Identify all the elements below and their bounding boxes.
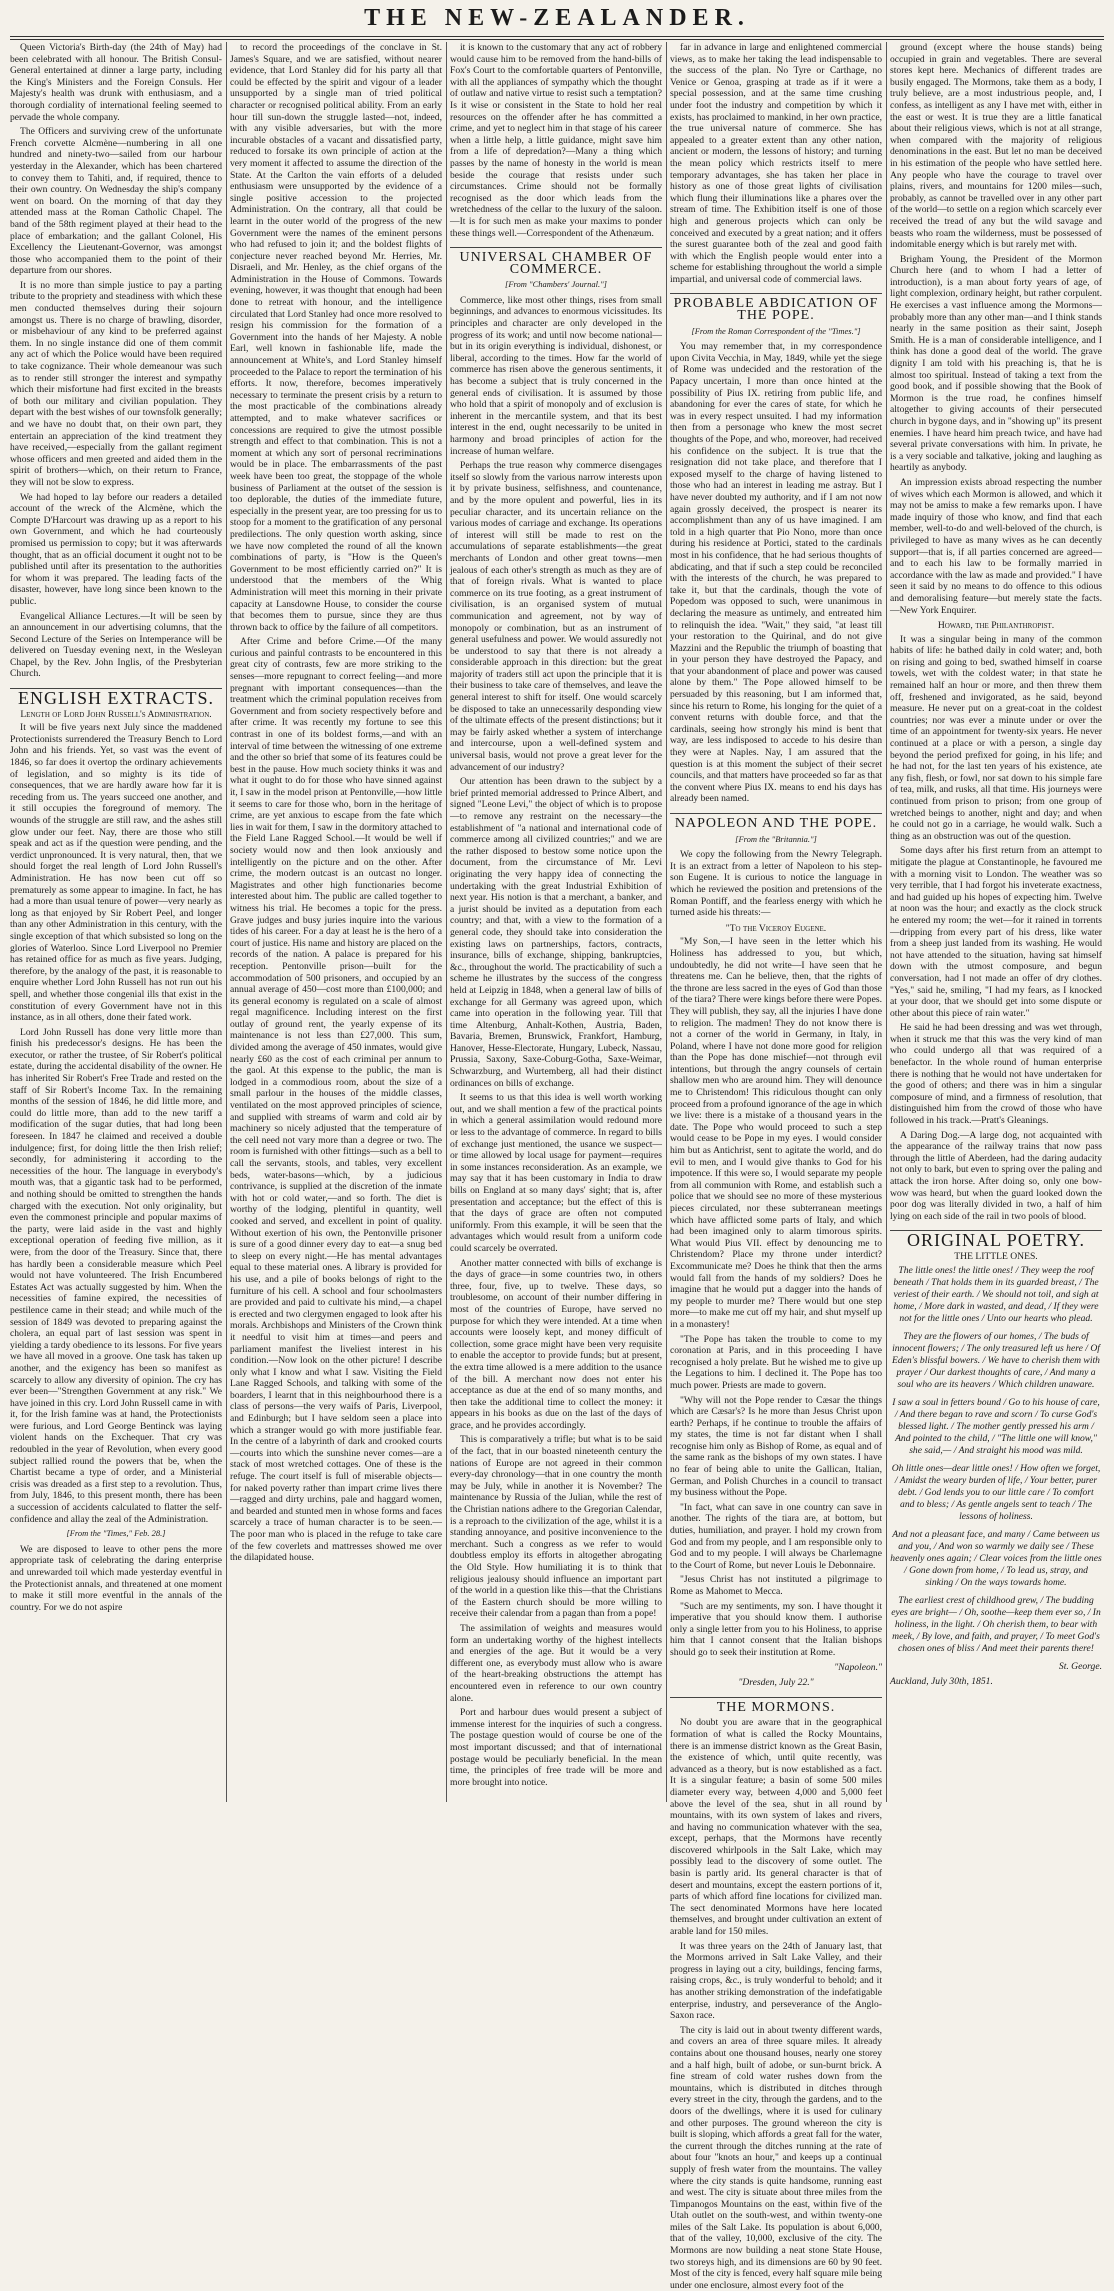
- article-paragraph: We are disposed to leave to other pens the more appropriate task of celebrating the daring enterprise and unrewarded toil which made yesterday eventful in the Protectionist annals, and threatened at one moment to make it still more eventful in the annals of the country. For we do not aspire: [10, 1543, 222, 1613]
- article-source: [From the "Times," Feb. 28.]: [66, 1528, 166, 1539]
- article-paragraph: Our attention has been drawn to the subject by a brief printed memorial addressed to Prince Albert, and signed "Leone Levi," the object of which is to propose—to remove any restraint on the necessary—the establishment of "a national and international code of commerce among all civilized countries;" and we are the rather disposed to bestow some notice upon the document, from the circumstance of Mr. Levi originating the very happy idea of connecting the undertaking with the great Industrial Exhibition of next year. His notion is that a merchant, a banker, and a jurist should be invited as a deputation from each country; and that, with a view to the formation of a general code, they should take into consideration the existing laws on partnerships, factors, contracts, insurance, bills of exchange, shipping, bankruptcies, &c., throughout the world. The practicability of such a scheme he illustrates by the success of the congress held at Leipzig in 1848, when a general law of bills of exchange for all Germany was agreed upon, which came into operation in the following year. Till that time Altenburg, Anhalt-Kothen, Austria, Baden, Bavaria, Bremen, Brunswick, Frankfort, Hamburg, Hanover, Hesse-Electorate, Hungary, Lubeck, Nassau, Prussia, Saxony, Saxe-Coburg-Gotha, Saxe-Weimar, Schwarzburg, and Wurtemberg, all had their distinct ordinances on bills of exchange.: [450, 776, 662, 1089]
- section-heading-mormons: THE MORMONS.: [670, 1697, 882, 1714]
- article-paragraph: The Officers and surviving crew of the unfortunate French corvette Alcmène—numbering in all one hundred and ninety-two—sailed from our harbour yesterday in the Alexander, which has been chartered to convey them to Tahiti, and, if required, thence to their own country. On Wednesday the ship's company went on board. On the morning of that day they attended mass at the Roman Catholic Chapel. The band of the 58th regiment played at their head to the place of embarkation; and the gallant Colonel, His Excellency the Lieutenant-Governor, was amongst those who accompanied them to the point of their departure from our shores.: [10, 126, 222, 277]
- article-paragraph: far in advance in large and enlightened commercial views, as to make her taking the lead indispensable to the success of the plan. No Tyre or Carthage, no Venice or Genoa, grasping at trade as if it were a special possession, and at the same time crushing under foot the industry and competition by which it exists, has proclaimed to mankind, in her own practice, the true universal nature of commerce. She has appealed to a greater extent than any other nation, ancient or modern, the lessons of history; and turning the mean policy which restricts itself to mere temporary advantages, she has taken her place in history as one of those great lights of civilisation which flung their illuminations like a phares over the stream of time. The Exhibition itself is one of those high and generous projects which can only be conceived and executed by a great nation; and it offers the surest guarantee both of the zeal and good faith with which the English people would enter into a scheme for establishing throughout the world a simple impartial, and universal code of commercial laws.: [670, 42, 882, 285]
- article-paragraph: Some days after his first return from an attempt to mitigate the plague at Constantinople, he favoured me with a morning visit to London. The weather was so very terrible, that I had forgot his inveterate exactness, and had guided up his hopes of expecting him. Twelve at noon was the hour; and exactly as the clock struck he entered my room; the wet—for it rained in torrents—dripping from every part of his dress, like water from a sheep just landed from its washing. He would not have attended to the situation, having sat himself down with the utmost composure, and begun conversation, had I not made an offer of dry clothes. "Yes," said he, smiling, "I had my fears, as I knocked at your door, that we should get into some dispute or other about this piece of rain water.": [890, 845, 1102, 1019]
- poem-stanza: I saw a soul in fetters bound / Go to his house of care, / And there began to rave and scorn / To curse God's blessed light. / The mother gently pressed his arm / And pointed to the child, / "The little one will know," she said,— / And straight his mood was mild.: [892, 1396, 1100, 1456]
- poem-stanza: The earliest crest of childhood grew, / The budding eyes are bright— / Oh, soothe—keep them ever so, / In holiness, in the light. / Oh cherish them, to bear with meek, / By love, and faith, and prayer, / To meet God's chosen ones of bliss / And meet their parents there!: [891, 1594, 1101, 1654]
- poem-dateline: Auckland, July 30th, 1851.: [890, 1676, 993, 1688]
- section-heading-universal-chamber: UNIVERSAL CHAMBER OF COMMERCE.: [450, 247, 662, 275]
- column-5: [890, 42, 1102, 1802]
- article-paragraph: Commerce, like most other things, rises from small beginnings, and advances to enormous vicissitudes. Its principles and character are only developed in the progress of its work; and until now become national—but in its origin everything is individual, dishonest, or liberal, according to the times. How far the world of commerce has risen above the generous sentiments, it has become a subject that is truly concerned in the general ends of civilisation. It is assumed by those who hold that a spirit of monopoly and of exclusion is inherent in the mercantile system, and that its best interest in the end, ought necessarily to be united in harmony and broad principles of action for the increase of human welfare.: [450, 294, 662, 457]
- column-3: [450, 42, 662, 1802]
- letter-signature: "Napoleon.": [834, 1661, 882, 1673]
- article-paragraph: "Such are my sentiments, my son. I have thought it imperative that you should know them. I authorise only a single letter from you to his Holiness, to apprise him that I cannot consent that the Italian bishops should go to seek their institution at Rome.: [670, 1600, 882, 1658]
- article-paragraph: Evangelical Alliance Lectures.—It will be seen by an announcement in our advertising columns, that the Second Lecture of the Series on Intemperance will be delivered on Tuesday evening next, in the Wesleyan Chapel, by the Rev. John Inglis, of the Presbyterian Church.: [10, 610, 222, 680]
- letter-dateline: "Dresden, July 22.": [738, 1677, 814, 1689]
- column-divider: [226, 42, 227, 1802]
- article-paragraph: to record the proceedings of the conclave in St. James's Square, and we are satisfied, without nearer evidence, that Lord Stanley did for his party all that could be effected by the spirit and vigour of a leader unsupported by a single man of tried political character or recognised political ability. From an early hour till sun-down the struggle lasted—not, indeed, with any visible adversaries, but with the more incurable obstacles of a vacant and dissatisfied party, reduced to forsake its own principle of action at the very moment it affected to assume the direction of the State. At the Carlton the vain efforts of a deluded enthusiasm were unsupported by the evidence of a single positive accession to the projected Administration. On the contrary, all that could be learnt in the outer world of the progress of the new Government were the names of the eminent persons who had refused to join it; and the boldest flights of conjecture never reached beyond Mr. Herries, Mr. Disraeli, and Mr. Henley, as the chief organs of the Administration in the House of Commons. Towards evening, however, it was thought that enough had been done to retreat with honour, and the intelligence circulated that Lord Stanley had once more resolved to resign his commission for the formation of a Government into the hands of her Majesty. A noble Earl, well known in fashionable life, made the announcement at White's, and Lord Stanley himself proceeded to the Palace to report the termination of his efforts. It now, therefore, becomes imperatively necessary to terminate the present crisis by a return to the most practicable of the combinations already attempted, and to make whatever sacrifices or concessions are required to give the utmost possible strength and effect to that combination. This is not a moment at which any sort of personal recriminations would be in place. The embarrassments of the past week have been too great, the stoppage of the whole business of Parliament at the outset of the session is too deplorable, the duties of the immediate future, especially in the present year, are too pressing for us to stoop for a moment to the gratification of any personal predilections. The only question worth asking, since we have now completed the round of all the known combinations of party, is "How is the Queen's Government to be most efficiently carried on?" It is understood that the members of the Whig Administration will meet this morning in their private capacity at Lansdowne House, to consider the course that becomes them to pursue, since they are thus thrown back to office by the failure of all competitors.: [230, 42, 442, 633]
- article-subheading: Length of Lord John Russell's Administration.: [20, 708, 212, 720]
- article-paragraph: Port and harbour dues would present a subject of immense interest for the inquiries of such a congress. The postage question would of course be one of the most important discussed; and that of international postage would be peculiarly beneficial. In the mean time, the principles of free trade will be more and more brought into notice.: [450, 1707, 662, 1788]
- section-heading-original-poetry: ORIGINAL POETRY.: [890, 1230, 1102, 1247]
- section-heading-english-extracts: ENGLISH EXTRACTS.: [10, 688, 222, 705]
- article-paragraph: It was a singular being in many of the common habits of life: he bathed daily in cold water; and, both on rising and going to bed, swathed himself in coarse towels, wet with the coldest water; in that state he remained half an hour or more, and then threw them off, freshened and invigorated, as he said, beyond measure. He never put on a great-coat in the coldest countries; nor was ever a minute under or over the time of an appointment for twenty-six years. He never continued at a place or with a person, a single day beyond the period prefixed for going, in his life; and he had not, for the last ten years of his existence, ate any fish, flesh, or fowl, nor sat down to his simple fare of tea, milk, and rusks, all that time. His journeys were continued from prison to prison; from one group of wretched beings to another, night and day; and when he could not go in a carriage, he would walk. Such a thing as an obstruction was out of the question.: [890, 633, 1102, 842]
- article-source: [From the Roman Correspondent of the "Times."]: [691, 325, 861, 336]
- article-paragraph: An impression exists abroad respecting the number of wives which each Mormon is allowed, and which it may not be amiss to make a few remarks upon. I have made inquiry of those who know, and find that each member, well-to-do and well-beloved of the church, is privileged to have as many wives as he can decently support—that is, if all parties concerned are agreed—and to each his law to be formally married in accordance with the law as made and provided." I have seen it said by no means to do offence to this odious and demoralising feature—but merely state the facts.—New York Enquirer.: [890, 476, 1102, 616]
- article-paragraph: ground (except where the house stands) being occupied in grain and vegetables. There are several stores kept here. Mechanics of different trades are busily engaged. The Mormons, take them as a body, I truly believe, are a most industrious people, and, I confess, as intelligent as any I have met with, either in the east or west. It is true they are a little fanatical about their religious views, which is not at all strange, when compared with the majority of religious denominations in the east. But let no man be deceived in his estimation of the people who have settled here. Any people who have the courage to travel over plains, rivers, and mountains for 1200 miles—such, probably, as cannot be travelled over in any other part of the world—to settle on a region which scarcely ever received the tread of any but the wild savage and beasts who roam the wilderness, must be possessed of indomitable energy which is but rarely met with.: [890, 42, 1102, 251]
- article-source: [From the "Britannia."]: [735, 833, 817, 844]
- article-paragraph: No doubt you are aware that in the geographical formation of what is called the Rocky Mountains, there is an immense district known as the Great Basin, the existence of which, until quite recently, was advanced as a theory, but is now established as a fact. It is a singular feature; a basin of some 500 miles diameter every way, between 4,000 and 5,000 feet above the level of the sea, shut in all round by mountains, with its own system of lakes and rivers, and having no communication whatever with the sea, except, perhaps, that the Mormons have recently discovered whirlpools in the Salt Lake, which may possibly lead to the discovery of some outlet. The basin is partly arid. Its general character is that of desert and mountains, except the eastern portions of it, parts of which afford fine locations for civilized man. The sect denominated Mormons have here located themselves, and brought under cultivation an extent of arable land for 150 miles.: [670, 1717, 882, 1938]
- section-heading-napoleon: NAPOLEON AND THE POPE.: [670, 813, 882, 830]
- column-1: [10, 42, 222, 1802]
- article-paragraph: "Jesus Christ has not instituted a pilgrimage to Rome as Mahomet to Mecca.: [670, 1574, 882, 1597]
- article-paragraph: Lord John Russell has done very little more than finish his predecessor's designs. He has been the executor, or rather the trustee, of Sir Robert's political estate, during the accidental disability of the owner. He has inherited Sir Robert's Free Trade and rested on the staff of Sir Robert's Income Tax. In the remaining months of the session of 1846, he did little more, and could do little more, than add to the new tariff a modification of the sugar duties, that had long been foreseen. In 1847 he claimed and received a double indulgence; first, for doing little the then Irish relief; secondly, for administering it according to the necessities of the hour. The language in everybody's mouth was, that a gigantic task had to be performed, and nothing should be omitted to strengthen the hands charged with the execution. Not only originality, but even the commonest principle and popular maxims of the party, were laid aside in the vast and highly exceptional operation of feeding five million, as it were, from the door of the Treasury. Since that, there has hardly been a considerable measure which Peel would not have volunteered. The Irish Encumbered Estates Act was actually suggested by him. When the necessities of famine expired, the necessities of pestilence came in their stead; and while much of the session of 1849 was devoted to preparing against the cholera, an equal part of last session was spent in yielding a tardy obedience to its lessons. For five years we have all moved in a groove. One task has taken up another, and the exigency has been so manifest as scarcely to allow any diversity of opinion. The cry has ever been—"Strengthen Government at any risk." We have joined in this cry. Lord John Russell came in with it, for the Irish famine was at hand, the Protectionists were furious, and Lord George Bentinck was laying violent hands on the Exchequer. That cry was redoubled in the year of Revolution, when every good subject rallied round the powers that be, when the Chartist became a type of order, and a Ministerial crisis was dreaded as a first step to a revolution. Thus, from July, 1846, to this present month, there has been a succession of accidents calculated to flatter the self-confidence and allay the zeal of the Administration.: [10, 1026, 222, 1525]
- poem-stanza: The little ones! the little ones! / They weep the roof beneath / That holds them in its guarded breast, / The veriest of their earth. / We should not toil, and sigh at home, / More dark in wasted, and dead, / If they were not for the little ones / Unto our hearts who plead.: [893, 1264, 1099, 1324]
- column-divider: [446, 42, 447, 1802]
- newspaper-title: THE NEW-ZEALANDER.: [364, 5, 750, 31]
- article-paragraph: The city is laid out in about twenty different wards, and covers an area of three square miles. It already contains about one thousand houses, nearly one storey and a half high, built of adobe, or sun-burnt brick. A fine stream of cold water rushes down from the mountains, which is distributed in ditches through every street in the city, through the gardens, and to the doors of the dwellings, where it is used for culinary and other purposes. The ground whereon the city is built is sloping, which affords a great fall for the water, the current through the ditches running at the rate of about four "knots an hour," and keeps up a continual supply of fresh water from the mountains. The valley where the city stands is quite handsome, running east and west. The city is situate about three miles from the Timpanogos Mountains on the east, within five of the Utah outlet on the south-west, and within twenty-one miles of the Salt Lake. Its population is about 6,000, that of the valley, 10,000, exclusive of the city. The Mormons are now building a neat stone State House, two storeys high, and its dimensions are 60 by 90 feet. Most of the city is fenced, every half square mile being under one enclosure, almost every foot of the: [670, 2024, 882, 2291]
- poem-body: [890, 1265, 1102, 1655]
- poem-stanza: They are the flowers of our homes, / The buds of innocent flowers; / The only treasured left us here / Of Eden's blissful bowers. / We have to cherish them with prayer / Our darkest thoughts of care, / And many a soul who are its heavers / Which children unaware.: [892, 1330, 1100, 1390]
- article-paragraph: It will be five years next July since the maddened Protectionists surrendered the Treasury Bench to Lord John and his friends. Yet, so vast was the event of 1846, so far does it overtop the ordinary achievements of legislation, and so mighty is its tide of consequences, that we are hardly aware how far it is receding from us. The years succeed one another, and it still occupies the foreground of memory. The wounds of the struggle are still raw, and the ashes still glow under our feet. Nay, there are those who still speak and act as if the question were pending, and the verdict unpronounced. It is very natural, then, that we should forget the real length of Lord John Russell's Administration. He has now been cut off so prematurely as some appear to imagine. In fact, he has had a more than usual tenure of power—very nearly as long as that enjoyed by Sir Robert Peel, and longer than any other Administration in this century, with the single exception of that which subsisted so long on the glories of Waterloo. Since Lord Liverpool no Premier has retained office for as much as five years. Judging, therefore, by the analogy of the past, it is reasonable to enquire whether Lord John Russell has not run out his spell, and whether those congenial ills that exist in the constitution of every Government have not in this instance, as in all others, done their fated work.: [10, 722, 222, 1024]
- column-4: [670, 42, 882, 2291]
- article-paragraph: He said he had been dressing and was wet through, when it struck me that this was the very kind of man who could undergo all that was required of a benefactor. In the whole round of human enterprise there is nothing that he would not have undertaken for the good of others; and there was in him a singular composure of mind, and a firmness of resolution, that distinguished him from the crowd of those who have followed in his track.—Pratt's Gleanings.: [890, 1022, 1102, 1127]
- article-paragraph: We had hoped to lay before our readers a detailed account of the wreck of the Alcmène, which the Compte D'Harcourt was drawing up as a report to his own Government, and which he had courteously promised us permission to copy; but it was afterwards thought, that as an official document it ought not to be published until after its presentation to the authorities for whom it was prepared. The leading facts of the disaster, however, have long since been known to the public.: [10, 491, 222, 607]
- article-paragraph: Brigham Young, the President of the Mormon Church here (and to whom I had a letter of introduction), is a man about forty years of age, of light complexion, ordinary height, but rather corpulent. He exercises a vast influence among the Mormons—probably more than any other man—and I think stands nearly in the same position as their saint, Joseph Smith. He is a man of considerable intelligence, and I think has done a good deal of the world. The grave dignity I am told with his preaching is, that he is almost too spiritual. Instead of taking a text from the good book, and if possible showing that the Book of Mormon is the true road, he confines himself altogether to giving accounts of their persecuted church in bygone days, and in "showing up" its present enemies. I have heard him preach twice, and have had several private conversations with him. In private, he is a very sociable and talkative, joking and laughing as heartily as anybody.: [890, 253, 1102, 474]
- masthead-rule-double: [10, 39, 1104, 40]
- column-divider: [666, 42, 667, 1802]
- article-paragraph: You may remember that, in my correspondence upon Civita Vecchia, in May, 1849, while yet the siege of Rome was undecided and the restoration of the Papacy uncertain, I more than once hinted at the possibility of Pius IX. retiring from public life, and abandoning for ever the cares of state, for which he was in every respect unsuited. I had my information then from a personage who knew the most secret thoughts of the Pope, and who, moreover, had received his confidence on the subject. It is true that the resignation did not take place, and therefore that I exposed myself to the charge of having listened to those who had an interest in leading me astray. But I have never doubted my authority, and if I am not now again grossly deceived, the prospect is nearer its accomplishment than any of us have imagined. I am told in a high quarter that Pio Nono, more than once during his residence at Portici, stated to the cardinals most in his confidence, that he had serious thoughts of abdicating, and that if such a step could be reconciled with the interests of the church, he was prepared to take it, but that the cardinals, though the vote of Popedom was opposed to such, were unanimous in declaring the measure as untimely, and entreated him to relinquish the idea. "Wait," they said, "at least till your restoration to the Quirinal, and do not give Mazzini and the Republic the triumph of boasting that in your person they have destroyed the Papacy, and that your abandonment of place and power was caused alone by them." The Pope allowed himself to be persuaded by this reasoning, but I am informed that, since his return to Rome, his longing for the quiet of a convent returns with double force, and that the cardinals, seeing how strongly his mind is bent that way, are less indisposed to accede to his desire than they were at Naples. Nay, I am assured that the question is at this moment the subject of their secret councils, and that matters have proceeded so far as that the convent where Pius IX. means to end his days has already been named.: [670, 341, 882, 805]
- poem-title: THE LITTLE ONES.: [954, 1250, 1038, 1262]
- article-paragraph: "Why will not the Pope render to Cæsar the things which are Cæsar's? Is he more than Jesus Christ upon earth? Perhaps, if he continue to trouble the affairs of my states, the time is not far distant when I shall recognise him only as Bishop of Rome, as equal and of the same rank as the bishops of my own states. I have no fear of being able to unite the Gallican, Italian, German, and Polish Churches in a council to transact my business without the Pope.: [670, 1394, 882, 1499]
- poem-stanza: Oh little ones—dear little ones! / How often we forget, / Amidst the weary burden of life, / Your better, purer debt. / God lends you to our little care / To comfort and to bless; / As gentle angels sent to teach / The lessons of holiness.: [891, 1462, 1101, 1522]
- article-paragraph: it is known to the customary that any act of robbery would cause him to be removed from the hand-bills of Fox's Court to the comfortable quarters of Pentonville, with all the appliances of sympathy which the thought of outlaw and native virtue to resist such a temptation? Is it wise or consistent in the State to hold her real resources on the offender after he has committed a crime, and yet to neglect him in that stage of his career when a little help, a little guidance, might save him from a life of depredation?—Many a thing which passes by the name of honesty in the world is mean beside the courage that resists under such circumstances. Crime should not be formally recognised as the door which leads from the wretchedness of the cellar to the luxury of the saloon.—It is for such men as make your maxims to ponder these things well.—Correspondent of the Athenæum.: [450, 42, 662, 239]
- article-paragraph: "My Son,—I have seen in the letter which his Holiness has addressed to you, but which, undoubtedly, he did not write—I have seen that he threatens me. Can he believe, then, that the rights of the throne are less sacred in the eyes of God than those of the tiara? There were kings before there were Popes. They will publish, they say, all the injuries I have done to religion. The madmen! They do not know there is not a corner of the world in Germany, in Italy, in Poland, where I have not done more good for religion than the Pope has done mischief—not through evil intentions, but through the angry counsels of certain shallow men who are around him. They will denounce me to Christendom! This ridiculous thought can only proceed from a profound ignorance of the age in which we live: there is a mistake of a thousand years in the date. The Pope who would proceed to such a step would cease to be Pope in my eyes. I would consider him but as Antichrist, sent to agitate the world, and do evil to men, and I would give thanks to God for his impotence. If this were so, I would separate my people from all communion with Rome, and establish such a police that we should see no more of these mysterious pieces circulated, nor these subterranean meetings which have afflicted some parts of Italy, and which had been imagined only to alarm timorous spirits. What would Pius VII. effect by denouncing me to Christendom? Place my throne under interdict? Excommunicate me? Does he think that then the arms would fall from the hands of my soldiers? Does he imagine that he would put a dagger into the hands of my people to murder me? There would but one step more—to make me cut off my hair, and shut myself up in a monastery!: [670, 936, 882, 1330]
- article-paragraph: This is comparatively a trifle; but what is to be said of the fact, that in our boasted nineteenth century the nations of Europe are not agreed in their common every-day chronology—that in one country the month may be July, while in another it is November? The maintenance by Russia of the Julian, while the rest of the Christian nations adhere to the Gregorian Calendar, is a reproach to the civilization of the age, whilst it is a standing annoyance, and positive inconvenience to the merchant. Such a congress as we refer to would doubtless employ its efforts in altogether abrogating the Old Style. How humiliating it is to think that religious jealousy should influence an important part of the world in a question like this—that the Christians of the Eastern church should be more willing to receive their calendar from a pagan than from a pope!: [450, 1434, 662, 1620]
- article-paragraph: The assimilation of weights and measures would form an undertaking worthy of the highest intellects and energies of the age. But it would be a very different one, as everybody must allow who is aware of the heart-breaking obstructions the attempt has encountered even in reference to our own country alone.: [450, 1622, 662, 1704]
- column-2: [230, 42, 442, 1802]
- article-paragraph: "The Pope has taken the trouble to come to my coronation at Paris, and in this proceeding I have recognised a holy prelate. But he wished me to give up the Legations to him. I declined it. The Pope has too much power. Priests are made to govern.: [670, 1333, 882, 1391]
- article-paragraph: It is no more than simple justice to pay a parting tribute to the propriety and steadiness with which these men conducted themselves during their sojourn amongst us. There is no charge of brawling, disorder, or misbehaviour of any kind to be preferred against them. In no single instance did one of them commit any act of which the Police would have been required to take cognizance. Their whole demeanour was such as to render still stronger the interest and sympathy which their misfortune had first excited in the breasts of both our military and civilian population. They depart with the best wishes of our townsfolk generally; and we have no doubt that, on their own part, they entertain an appreciation of the kind treatment they have received,—especially from the gallant regiment whose officers and men greeted and aided them in the spirit of brothers—which, on their return to France, they will not be slow to express.: [10, 279, 222, 488]
- article-paragraph: It was three years on the 24th of January last, that the Mormons arrived in Salt Lake Valley, and their progress in laying out a city, buildings, fencing farms, raising crops, &c., is truly wonderful to behold; and it has another striking demonstration of the indefatigable enterprise, industry, and perseverance of the Anglo-Saxon race.: [670, 1940, 882, 2022]
- article-paragraph: Queen Victoria's Birth-day (the 24th of May) had been celebrated with all honour. The British Consul-General entertained at dinner a large party, including the King's Ministers and the Foreign Consuls. Her Majesty's health was drunk with enthusiasm, and a thorough cordiality of international feeling seemed to pervade the whole company.: [10, 42, 222, 123]
- column-divider: [886, 42, 887, 1802]
- masthead-rule: [10, 36, 1104, 37]
- article-source: [From "Chambers' Journal."]: [505, 279, 607, 290]
- letter-salutation: "To the Viceroy Eugene.: [725, 922, 827, 934]
- masthead: [0, 0, 1114, 36]
- article-paragraph: A Daring Dog.—A large dog, not acquainted with the appearance of the railway trains that now pass through the little of Aberdeen, had the daring audacity not only to bark, but even to spring over the paling and attack the iron horse. After doing so, only one bow-wow was heard, but when the guard looked down the poor dog was literally divided in two, a half of him lying on each side of the rail in two pools of blood.: [890, 1129, 1102, 1222]
- poem-stanza: And not a pleasant face, and many / Came between us and you, / And won so warmly we daily see / These heavenly ones again; / Clear voices from the little ones / Gone down from home, / To lead us, stray, and sinking / On the ways towards home.: [890, 1528, 1102, 1588]
- section-heading-abdication: PROBABLE ABDICATION OF THE POPE.: [670, 293, 882, 321]
- article-paragraph: It seems to us that this idea is well worth working out, and we shall mention a few of the practical points in which a general assimilation would redound more or less to the advantage of commerce. In regard to bills of exchange just mentioned, the usance we suspect—or time allowed by local usage for payment—requires in some instances reconsideration. As an example, we may say that it has been customary in India to draw bills on England at so many days' sight; that is, after presentation and acceptance; but the effect of this is that the days of grace are often not computed uniformly. From this example, it will be seen that the advantages which would result from a uniform code could scarcely be overrated.: [450, 1092, 662, 1254]
- article-paragraph: We copy the following from the Newry Telegraph. It is an extract from a letter of Napoleon to his step-son Eugene. It is curious to notice the language in which he reviewed the position and pretensions of the Roman Pontiff, and the fearless energy with which he turned aside his threats:—: [670, 849, 882, 919]
- article-paragraph: Another matter connected with bills of exchange is the days of grace—in some countries two, in others three, four, five, up to twelve. These days, so troublesome, on account of their number differing in most of the countries of Europe, have served no purpose for which they were intended. At a time when accounts were loosely kept, and money difficult of collection, some grace might have been very requisite to enable the acceptor to provide funds; but at present, the extra time allowed is a mere addition to the usance of the bill. A merchant now does not enter his acceptance as due at the end of so many months, and then take the additional time to collect the money: it appears in his books as due on the last of the days of grace, and he provides accordingly.: [450, 1257, 662, 1431]
- article-paragraph: Perhaps the true reason why commerce disengages itself so slowly from the various narrow interests upon it by private business, selfishness, and countenance, and by the more opulent and powerful, lies in its peculiar character, and its uncertain reliance on the various modes of carriage and exchange. Its operations of interest will still be made to rest on the accumulations of separate establishments—the great merchants of London and other great towns—men jealous of each other's strength as much as they are of that of foreign rivals. What is wanted to place commerce on its true footing, as a great instrument of civilisation, is an organised system of mutual communication and agreement, not by way of monopoly or combination, but as an instrument of general usefulness and power. We would assuredly not be understood to say that there is not already a considerable approach in this direction: but the great majority of traders still act upon the principle that it is their business to take care of themselves, and leave the general interest to shift for itself. One would scarcely be disposed to take an unnecessarily desponding view of the ultimate effects of the present distinctions; but it may be fairly asked whether a system of interchange and intercourse, upon a well-defined system and universal basis, would not prove a great lever for the advancement of our industry?: [450, 460, 662, 773]
- article-subheading: Howard, the Philanthropist.: [937, 620, 1055, 632]
- article-paragraph: After Crime and before Crime.—Of the many curious and painful contrasts to be encountered in this great city of contrasts, few are more striking to the senses—more repugnant to correct feeling—and more pregnant with important consequences—than the treatment which the criminal population receives from Government and from society respectively before and after crime. It was recently my fortune to see this contrast in one of its boldest forms,—and with an interval of time between the witnessing of one extreme and the other so brief that some of its features could be best in the pause. How much society thinks it was and what it ought to do for those who have sinned against it, I saw in the model prison at Pentonville,—how little it seems to care for those who, born in the heritage of crime, are yet anxious to escape from the fate which lies in wait for them, I saw in the dormitory attached to the Field Lane Ragged School.—It would be well if society would now and then look anxiously and intelligently on the picture and on the other. After crime, the modern outcast is an outcast no longer. Magistrates and other high functionaries become interested about him. The public are called together to witness his trial. He becomes a topic for the press. Grave judges and busy juries inquire into the various tides of his career. For a day at least he is the hero of a court of justice. His name and history are placed on the records of the nation. A palace is prepared for his reception. Pentonville prison—built for the accommodation of 500 prisoners, and occupied by an annual average of 450—cost more than £100,000; and its general economy is regulated on a scale of almost regal magnificence. Including interest on the first outlay of ground rent, the yearly expense of its maintenance is not less than £27,000. This sum, divided among the average of 450 inmates, would give nearly £60 as the cost of each criminal per annum to the gaol. At this expense to the public, the man is lodged in a commodious room, about the size of a small parlour in the houses of the middle classes, ventilated on the most approved principles of science, and supplied with streams of warm and cold air by machinery so nicely adjusted that the temperature of the cell need not vary more than a degree or two. The room is furnished with other fittings—such as a bell to call the servants, stools, and tables, very excellent beds, water-basons—which, by a judicious contrivance, is supplied at the discretion of the inmate with hot or cold water,—and so forth. The diet is worthy of the lodging, plentiful in quantity, well cooked and served, and excellent in point of quality. Without exertion of his own, the Pentonville prisoner is sure of a good dinner every day to eat—a snug bed to sleep on every night.—He has mental advantages equal to these material ones. A library is provided for his use, and a pile of books belongs of right to the furniture of his cell. A school and four schoolmasters are provided and paid to cultivate his mind,—a chapel is erected and two clergymen engaged to look after his morals. Archbishops and Ministers of the Crown think it needful to visit him at times—and peers and parliament manifest the liveliest interest in his condition.—Now look on the other picture! I describe only what I know and what I saw. Visiting the Field Lane Ragged Schools, and talking with some of the boarders, I learnt that in this neighbourhood there is a class of persons—the very waifs of Paris, Liverpool, and Edinburgh; but I have seldom seen a place into which a stranger would go with more justifiable fear. In the centre of a labyrinth of dark and crooked courts—courts into which the sunshine never comes—are a stack of most wretched cottages. One of these is the refuge. The court itself is full of miserable objects—for naked poverty rather than impart crime lives there—ragged and dirty urchins, pale and haggard women, and bearded and stunted men in whose forms and faces scarcely a trace of human character is to be seen.—The poor man who is placed in the refuge to take care of the few coverlets and mattresses showed me over the dilapidated house.: [230, 636, 442, 1564]
- article-paragraph: "In fact, what can save in one country can save in another. The rights of the tiara are, at bottom, but duties, humiliation, and prayer. I hold my crown from God and from my people, and I am responsible only to God and to my people. I will always be Charlemagne to the Court of Rome, but never Louis le Debonnaire.: [670, 1501, 882, 1571]
- poem-signature: St. George.: [1058, 1660, 1102, 1672]
